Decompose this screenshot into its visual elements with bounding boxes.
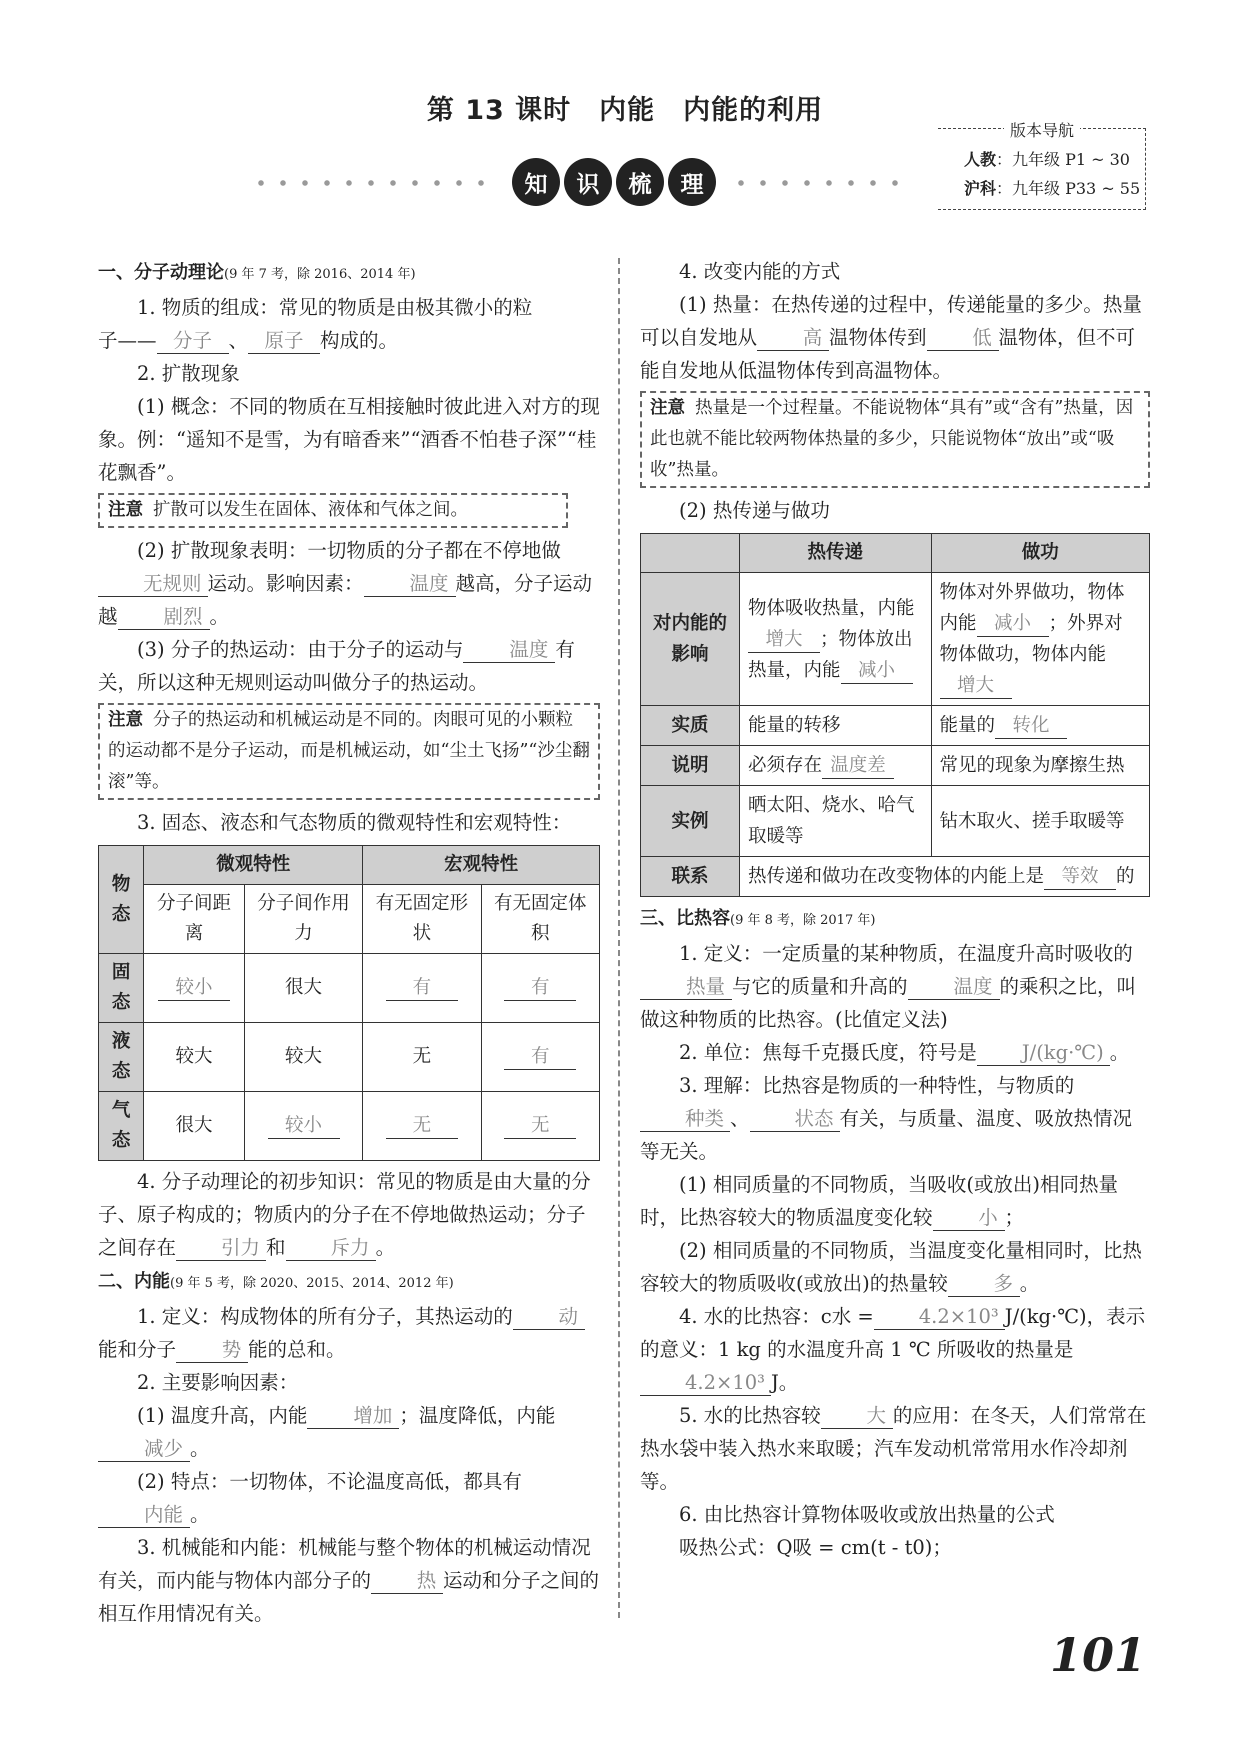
answer-blank: 斥力	[286, 1236, 376, 1261]
para-heat: (1) 热量：在热传递的过程中，传递能量的多少。热量可以自发地从 高 温物体传到 低 温物体，但不可能自发地从低温物体传到高温物体。	[640, 293, 1142, 382]
para-mechanical: 3. 机械能和内能：机械能与整个物体的机械运动情况有关，而内能与物体内部分子的 热 运动和分子之间的相互作用情况有关。	[98, 1536, 600, 1625]
para-internal-energy-def: 1. 定义：构成物体的所有分子，其热运动的 动能和分子 势 能的总和。	[98, 1300, 600, 1366]
para-diffusion-concept: (1) 概念：不同的物质在互相接触时彼此进入对方的现象。例：“遥知不是雪，为有暗香来”“酒香不怕巷子深”“桂花飘香”。	[98, 395, 600, 484]
edition-nav-box	[938, 118, 1146, 210]
para-same-temp: (2) 相同质量的不同物质，当温度变化量相同时，比热容较大的物质吸收(或放出)的热量较 多 。	[640, 1239, 1142, 1295]
answer-blank: 小	[933, 1206, 1005, 1231]
answer-blank: 剧烈	[118, 605, 210, 630]
para-specific-heat-def: 1. 定义：一定质量的某种物质，在温度升高时吸收的热量 与它的质量和升高的 温度 的乘积之比，叫做这种物质的比热容。(比值定义法)	[640, 942, 1137, 1031]
table-header: 宏观特性	[363, 846, 600, 885]
table-row: 实例 晒太阳、烧水、哈气取暖等 钻木取火、搓手取暖等	[641, 786, 1150, 857]
table-row: 联系 热传递和做功在改变物体的内能上是 等效 的	[641, 857, 1150, 897]
table-subheader: 分子间距离	[144, 885, 245, 954]
answer-blank: 增加	[307, 1404, 399, 1429]
para-composition-2: 子—— 分子 、 原子 构成的。	[98, 329, 399, 352]
answer-blank: 4.2×10³	[640, 1371, 771, 1396]
answer-blank: 大	[821, 1404, 893, 1429]
section-heading-3: 三、比热容(9 年 8 考，除 2017 年)	[640, 908, 876, 929]
table-row: 固态 较小 很大 有 有	[99, 954, 600, 1023]
answer-blank: 引力	[176, 1236, 266, 1261]
section-heading-1: 一、分子动理论(9 年 7 考，除 2016、2014 年)	[98, 262, 416, 283]
page-title: 第 13 课时 内能 内能的利用	[426, 95, 824, 126]
note-box: 注意 热量是一个过程量。不能说物体“具有”或“含有”热量，因此也就不能比较两物体热量的多少，只能说物体“放出”或“吸收”热量。	[640, 391, 1150, 488]
table-header: 微观特性	[144, 846, 363, 885]
answer-blank: 4.2×10³	[874, 1305, 1005, 1330]
para-temperature: (1) 温度升高，内能 增加 ；温度降低，内能减少 。	[98, 1399, 600, 1465]
table-row: 说明 必须存在 温度差 常见的现象为摩擦生热	[641, 746, 1150, 786]
table-row: 气态 很大 较小 无 无	[99, 1092, 600, 1161]
table-header: 做功	[931, 534, 1149, 573]
banner-char: 识	[564, 158, 612, 206]
note-box: 注意 扩散可以发生在固体、液体和气体之间。	[98, 493, 568, 528]
para-understanding: 3. 理解：比热容是物质的一种特性，与物质的种类 、 状态 有关，与质量、温度、吸放热情况等无关。	[640, 1074, 1133, 1163]
note-box: 注意 分子的热运动和机械运动是不同的。肉眼可见的小颗粒的运动都不是分子运动，而是机械运动，如“尘土飞扬”“沙尘翻滚”等。	[98, 703, 600, 800]
nav-line-renjiao: 人教：九年级 P1 ~ 30	[964, 150, 1130, 169]
table-subheader: 分子间作用力	[244, 885, 362, 954]
answer-blank: 原子	[248, 329, 320, 354]
para-kinetic-theory: 4. 分子动理论的初步知识：常见的物质是由大量的分子、原子构成的；物质内的分子在不停地做热运动；分子之间存在 引力 和 斥力 。	[98, 1170, 591, 1259]
page-number: 101	[1050, 1628, 1147, 1682]
nav-line-hukejiao: 沪科：九年级 P33 ~ 55	[964, 179, 1141, 198]
answer-blank: 种类	[640, 1107, 730, 1132]
answer-blank: 温度	[908, 975, 1000, 1000]
answer-blank: 热量	[640, 975, 732, 1000]
answer-blank: 温度	[463, 638, 555, 663]
table-subheader: 有无固定形状	[363, 885, 481, 954]
para-formula: 吸热公式：Q吸 = cm(t - t0)；	[679, 1536, 952, 1559]
answer-blank: 无规则	[98, 572, 208, 597]
table-header: 热传递	[740, 534, 932, 573]
heat-work-table	[640, 533, 1150, 897]
banner-char: 理	[668, 158, 716, 206]
para-composition: 1. 物质的组成：常见的物质是由极其微小的粒	[137, 296, 533, 319]
para-factors: 2. 主要影响因素：	[137, 1371, 299, 1394]
banner-char: 知	[512, 158, 560, 206]
para-feature: (2) 特点：一切物体，不论温度高低，都具有内能 。	[98, 1465, 600, 1531]
section-banner	[250, 158, 900, 208]
para-formula-title: 6. 由比热容计算物体吸收或放出热量的公式	[679, 1503, 1055, 1526]
left-column	[98, 255, 600, 1630]
table-row: 液态 较大 较大 无 有	[99, 1023, 600, 1092]
answer-blank: 势	[176, 1338, 248, 1363]
para-diffusion-meaning: (2) 扩散现象表明：一切物质的分子都在不停地做无规则 运动。影响因素： 温度 越高，分子运动越 剧烈 。	[98, 539, 593, 628]
answer-blank: 减少	[98, 1437, 190, 1462]
table-header: 物态	[99, 846, 144, 954]
column-divider	[618, 258, 620, 1618]
answer-blank: J/(kg·℃)	[977, 1041, 1110, 1066]
answer-blank: 低	[927, 326, 999, 351]
answer-blank: 温度	[364, 572, 456, 597]
answer-blank: 内能	[98, 1503, 190, 1528]
answer-blank: 热	[371, 1569, 443, 1594]
para-diffusion: 2. 扩散现象	[137, 362, 240, 385]
right-column	[640, 255, 1150, 1564]
nav-heading: 版本导航	[1004, 121, 1080, 140]
banner-char: 梳	[616, 158, 664, 206]
answer-blank: 多	[948, 1272, 1020, 1297]
table-row: 对内能的影响 物体吸收热量，内能增大 ；物体放出热量，内能 减小 物体对外界做功，物体内能 减小 ；外界对物体做功，物体内能增大	[641, 573, 1150, 706]
para-water-use: 5. 水的比热容较 大 的应用：在冬天，人们常常在热水袋中装入热水来取暖；汽车发动机常常用水作冷却剂等。	[640, 1404, 1147, 1493]
answer-blank: 动	[513, 1305, 585, 1330]
para-change-ways: 4. 改变内能的方式	[679, 260, 841, 283]
section-heading-2: 二、内能(9 年 5 考，除 2020、2015、2014、2012 年)	[98, 1271, 454, 1292]
table-row: 实质 能量的转移 能量的 转化	[641, 706, 1150, 746]
para-same-heat: (1) 相同质量的不同物质，当吸收(或放出)相同热量时，比热容较大的物质温度变化较 小 ；	[640, 1173, 1119, 1229]
answer-blank: 分子	[157, 329, 229, 354]
para-states: 3. 固态、液态和气态物质的微观特性和宏观特性：	[137, 811, 572, 834]
para-thermal-motion: (3) 分子的热运动：由于分子的运动与 温度 有关，所以这种无规则运动叫做分子的热运动。	[98, 638, 575, 694]
table-subheader: 有无固定体积	[481, 885, 599, 954]
para-heat-vs-work: (2) 热传递与做功	[679, 499, 830, 522]
states-table	[98, 845, 600, 1161]
answer-blank: 高	[757, 326, 829, 351]
answer-blank: 状态	[750, 1107, 840, 1132]
para-unit: 2. 单位：焦每千克摄氏度，符号是 J/(kg·℃) 。	[679, 1041, 1130, 1064]
para-water-heat: 4. 水的比热容：c水 = 4.2×10³ J/(kg·℃)，表示的意义：1 kg 的水温度升高 1 ℃ 所吸收的热量是4.2×10³ J。	[640, 1305, 1146, 1394]
